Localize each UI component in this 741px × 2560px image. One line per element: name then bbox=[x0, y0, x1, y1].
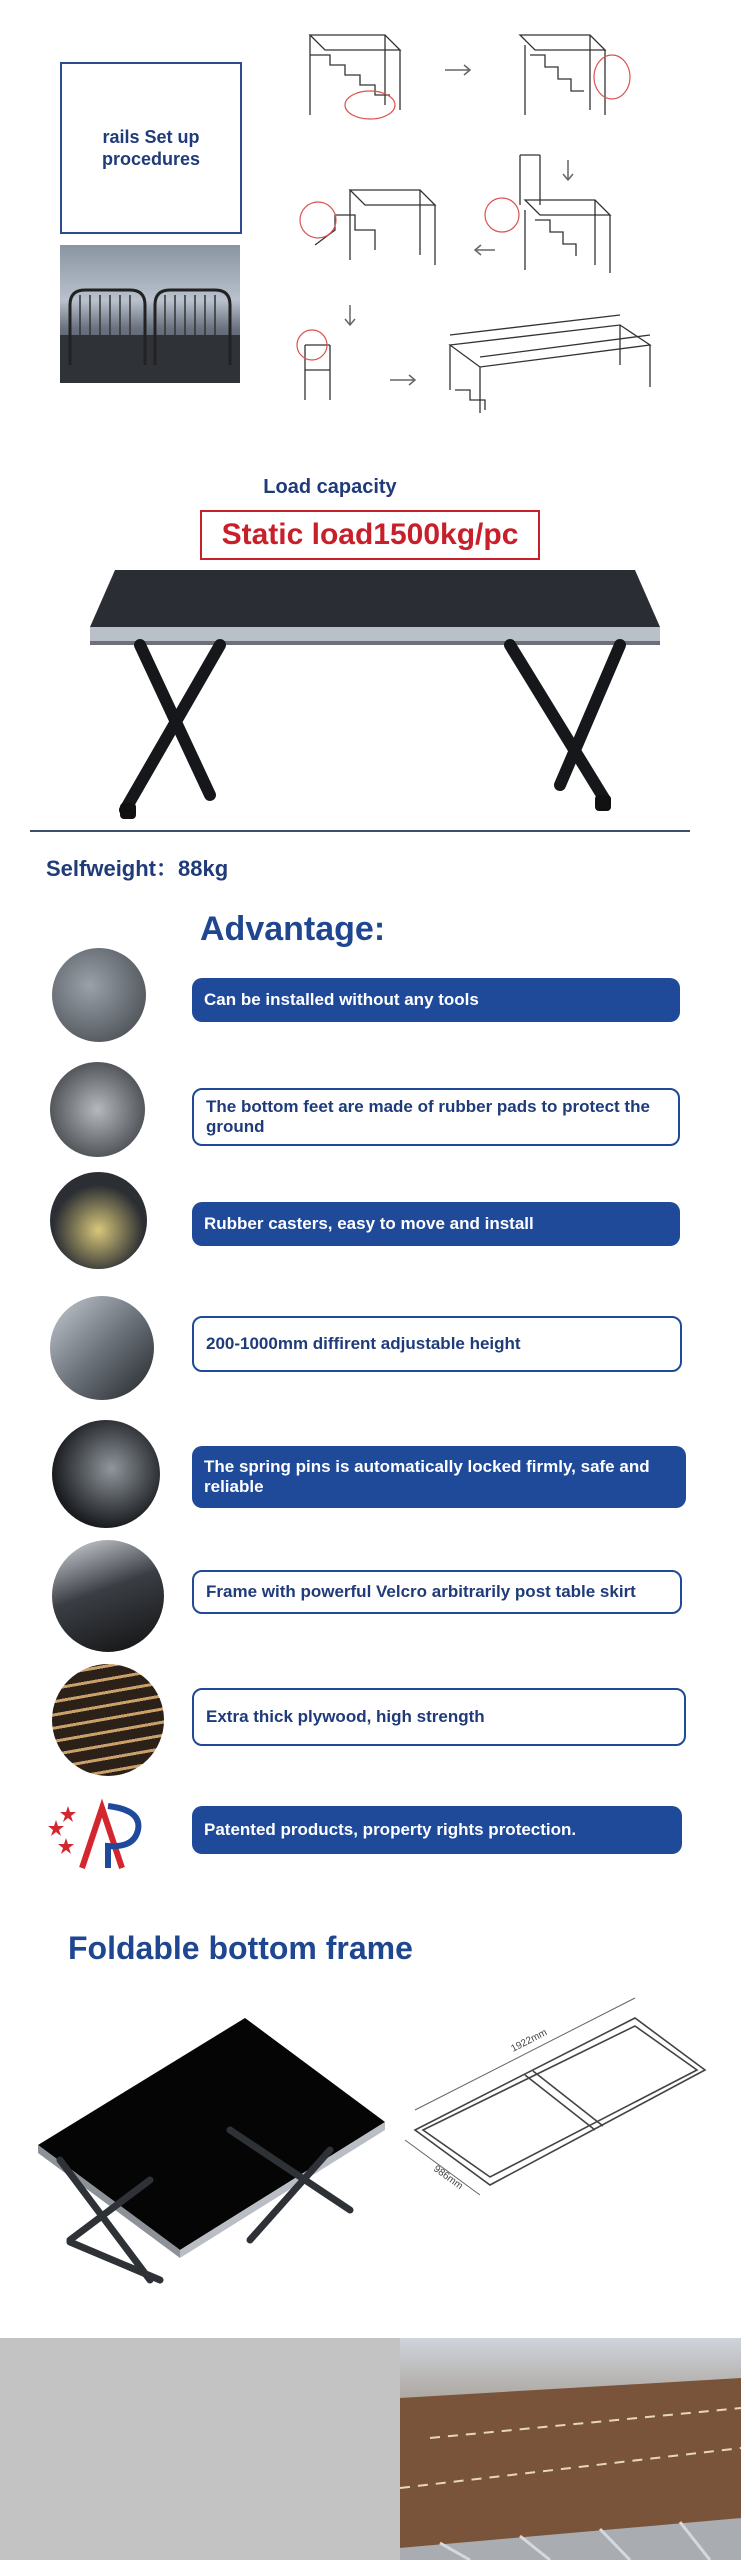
feature-photo-casters bbox=[50, 1172, 147, 1269]
stage-platform-image bbox=[80, 565, 670, 825]
selfweight-text: Selfweight：88kg bbox=[46, 856, 229, 881]
feature-item-7: Extra thick plywood, high strength bbox=[192, 1688, 686, 1746]
static-load-text: Static load1500kg/pc bbox=[221, 518, 519, 551]
arrow-down-icon bbox=[563, 160, 573, 180]
static-load-box bbox=[200, 510, 540, 560]
setup-step-6 bbox=[450, 315, 650, 413]
feature-photo-velcro bbox=[52, 1540, 164, 1652]
arrow-right-icon-2 bbox=[390, 375, 415, 385]
setup-step-2 bbox=[520, 35, 630, 115]
feature-item-1: Can be installed without any tools bbox=[192, 978, 680, 1022]
arrow-down-icon-2 bbox=[345, 305, 355, 325]
feature-photo-spring-pins bbox=[52, 1420, 160, 1528]
feature-item-8: Patented products, property rights protection. bbox=[192, 1806, 682, 1854]
section-divider bbox=[30, 830, 690, 832]
setup-step-3 bbox=[300, 190, 435, 265]
dimension-width: 986mm bbox=[431, 2163, 465, 2193]
feature-item-6: Frame with powerful Velcro arbitrarily post table skirt bbox=[192, 1570, 682, 1614]
dimension-length: 1922mm bbox=[509, 2027, 550, 2055]
installed-stage-photo bbox=[400, 2338, 741, 2560]
foldable-frame-title: Foldable bottom frame bbox=[68, 1930, 413, 1966]
setup-procedure-diagrams bbox=[290, 15, 660, 435]
feature-photo-tools bbox=[52, 948, 146, 1042]
feature-photo-adjustable-height bbox=[50, 1296, 154, 1400]
setup-step-4 bbox=[485, 155, 610, 273]
load-capacity-label: Load capacity bbox=[263, 476, 397, 498]
setup-step-5 bbox=[297, 330, 330, 400]
feature-item-2: The bottom feet are made of rubber pads to protect the ground bbox=[192, 1088, 680, 1146]
patent-logo-icon bbox=[42, 1798, 152, 1876]
feature-item-4: 200-1000mm diffirent adjustable height bbox=[192, 1316, 682, 1372]
advantage-title: Advantage: bbox=[200, 910, 386, 948]
foldable-frame-stage-render bbox=[30, 2010, 400, 2300]
rails-setup-label-box bbox=[60, 62, 242, 234]
arrow-right-icon bbox=[445, 65, 470, 75]
feature-item-5: The spring pins is automatically locked firmly, safe and reliable bbox=[192, 1446, 686, 1508]
arrow-left-icon bbox=[475, 245, 495, 255]
feature-photo-plywood bbox=[52, 1664, 164, 1776]
bottom-gray-panel bbox=[0, 2338, 400, 2560]
rails-photo bbox=[60, 245, 240, 383]
frame-dimension-drawing bbox=[395, 1990, 715, 2220]
setup-step-1 bbox=[310, 35, 400, 119]
rails-setup-title: rails Set up procedures bbox=[101, 127, 201, 169]
feature-photo-rubber-feet bbox=[50, 1062, 145, 1157]
feature-item-3: Rubber casters, easy to move and install bbox=[192, 1202, 680, 1246]
